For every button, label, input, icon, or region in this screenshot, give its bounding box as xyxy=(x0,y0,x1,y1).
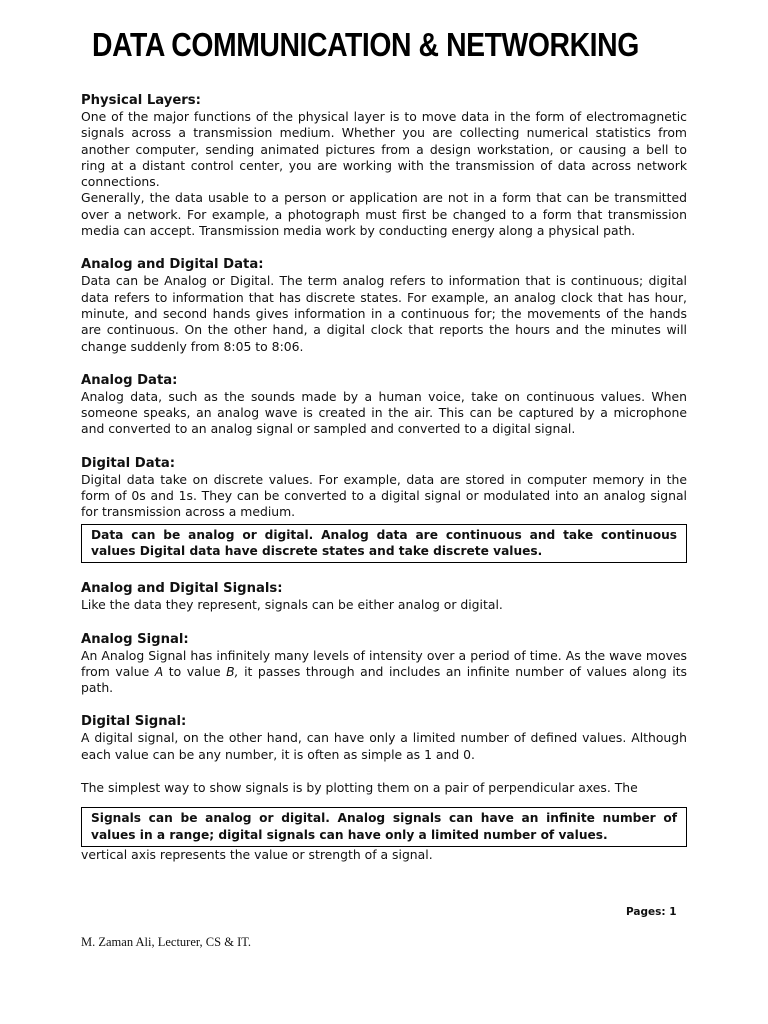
paragraph-after-box: vertical axis represents the value or strength of a signal. xyxy=(81,846,433,862)
paragraph-physical-2: Generally, the data usable to a person or application are not in a form that can be transmitted over a network. For example, a photograph must first be changed to a form that transmission media can accept. Transmission media work by conducting energy along a physical path. xyxy=(81,190,687,239)
heading-physical-layers: Physical Layers: xyxy=(81,93,201,108)
heading-analog-data: Analog Data: xyxy=(81,372,178,388)
heading-digital-signal: Digital Signal: xyxy=(81,714,187,730)
page-title: DATA COMMUNICATION & NETWORKING xyxy=(92,26,639,63)
paragraph-digital-signal-2: The simplest way to show signals is by plotting them on a pair of perpendicular axes. The xyxy=(81,780,638,796)
document-body xyxy=(81,92,687,863)
footer-author: M. Zaman Ali, Lecturer, CS & IT. xyxy=(81,935,252,949)
paragraph-analog-digital-signals: Like the data they represent, signals can be either analog or digital. xyxy=(81,597,503,613)
heading-analog-signal: Analog Signal: xyxy=(81,631,189,647)
heading-analog-digital-data: Analog and Digital Data: xyxy=(81,257,264,273)
page-number: Pages: 1 xyxy=(626,906,677,918)
paragraph-physical-1: One of the major functions of the physical layer is to move data in the form of electromagnetic signals across a transmission medium. Whether you are collecting numerical statistics from another computer, sending animated pictures from a design workstation, or causing a bell to ring at a distant control center, you are working with the transmission of data across network connections. xyxy=(81,109,687,190)
paragraph-analog-signal: An Analog Signal has infinitely many levels of intensity over a period of time. As the wave moves from value A to value B, it passes through and includes an infinite number of values along its path. xyxy=(81,647,688,696)
paragraph-digital-data: Digital data take on discrete values. For example, data are stored in computer memory in the form of 0s and 1s. They can be converted to a digital signal or modulated into an analog signal for transmission across a medium. xyxy=(81,471,687,520)
summary-box-data: Data can be analog or digital. Analog data are continuous and take continuous values Digital data have discrete states and take discrete values. xyxy=(81,524,687,564)
paragraph-digital-signal-1: A digital signal, on the other hand, can have only a limited number of defined values. Although each value can be any number, it is often as simple as 1 and 0. xyxy=(81,730,687,762)
heading-analog-digital-signals: Analog and Digital Signals: xyxy=(81,581,283,597)
heading-digital-data: Digital Data: xyxy=(81,455,176,471)
summary-box-signals: Signals can be analog or digital. Analog signals can have an infinite number of values in a range; digital signals can have only a limited number of values. xyxy=(81,807,687,847)
paragraph-analog-data: Analog data, such as the sounds made by a human voice, take on continuous values. When someone speaks, an analog wave is created in the air. This can be captured by a microphone and converted to an analog signal or sampled and converted to a digital signal. xyxy=(81,388,687,437)
paragraph-analog-digital-data: Data can be Analog or Digital. The term analog refers to information that is continuous; digital data refers to information that has discrete states. For example, an analog clock that has hour, minute, and second hands gives information in a continuous for; the movements of the hands are continuous. On the other hand, a digital clock that reports the hours and the minutes will change suddenly from 8:05 to 8:06. xyxy=(81,273,687,354)
